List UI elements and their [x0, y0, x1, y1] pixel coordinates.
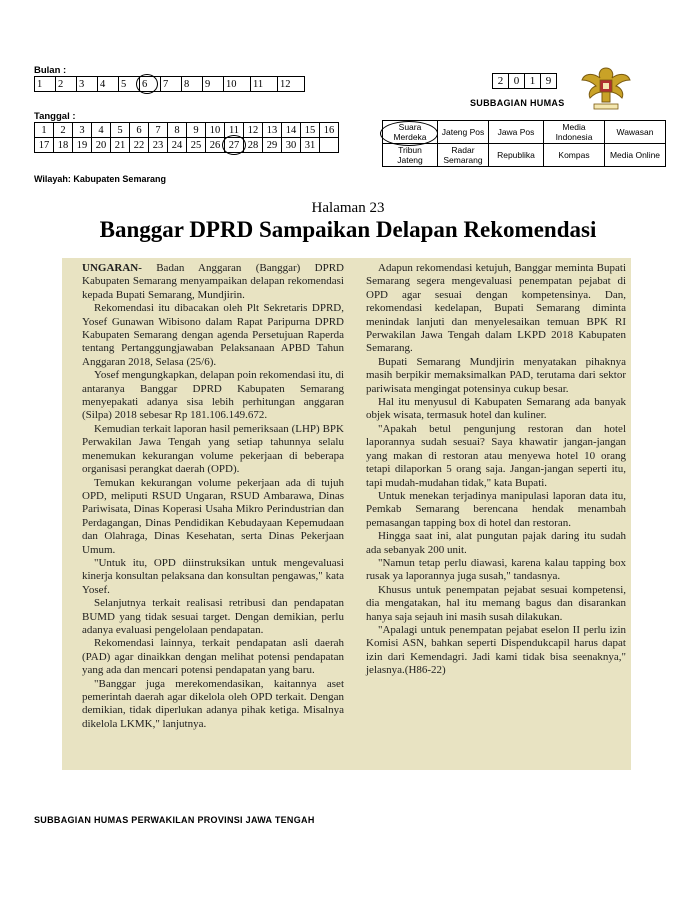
article-paragraph: Kemudian terkait laporan hasil pemeriksaan (LHP) BPK Perwakilan Jawa Tengah yang setiap tahunnya selalu menemukan kekurangan volume pekerjaan di beberapa organisasi perangkat daerah (OPD).	[82, 422, 344, 476]
dateline: UNGARAN-	[82, 262, 142, 274]
media-tribun-jateng[interactable]: Tribun Jateng	[383, 144, 438, 167]
date-cell[interactable]: 6	[130, 123, 149, 138]
media-selection-circle	[380, 121, 438, 146]
date-cell[interactable]: 9	[187, 123, 206, 138]
date-cell[interactable]: 19	[73, 138, 92, 153]
article-paragraph: "Apalagi untuk penempatan pejabat eselon II perlu izin Komisi ASN, bahkan seperti Dispendukcapil harus dapat izin dari Kemendagri. Jadi kami tidak bisa seenaknya," jelasnya.(H86-22)	[366, 623, 626, 677]
month-cell[interactable]: 8	[182, 77, 203, 92]
footer-label: SUBBAGIAN HUMAS PERWAKILAN PROVINSI JAWA TENGAH	[34, 815, 315, 825]
paragraph-text: Badan Anggaran (Banggar) DPRD Kabupaten Semarang menyampaikan delapan rekomendasi kepada Bupati Semarang, Mundjirin.	[82, 262, 344, 301]
article-paragraph: Adapun rekomendasi ketujuh, Banggar meminta Bupati Semarang segera mengevaluasi penempatan pejabat di OPD agar sesuai dengan kompetensinya. Dan, rekomendasi kedelapan, Bupati Semarang diminta menindak lanjuti dan menyelesaikan temuan BPK RI Perwakilan Jawa Tengah dalam LKPD 2018 Kabupaten Semarang.	[366, 262, 626, 355]
month-cell[interactable]: 9	[203, 77, 224, 92]
date-cell[interactable]: 12	[244, 123, 263, 138]
date-cell[interactable]: 8	[168, 123, 187, 138]
article-paragraph: "Namun tetap perlu diawasi, karena kalau tapping box rusak ya laporannya juga susah," tandasnya.	[366, 556, 626, 583]
date-cell[interactable]: 13	[263, 123, 282, 138]
year-digit: 0	[509, 74, 525, 89]
article-column-1	[82, 262, 344, 731]
article-paragraph: Selanjutnya terkait realisasi retribusi dan pendapatan BUMD yang tidak sesuai target. Dengan demikian, perlu adanya evaluasi pengelolaan pendapatan.	[82, 597, 344, 636]
year-digit: 1	[525, 74, 541, 89]
year-digit: 2	[493, 74, 509, 89]
media-suara-merdeka[interactable]: Suara Merdeka	[383, 121, 438, 144]
media-media-indonesia[interactable]: Media Indonesia	[544, 121, 605, 144]
tanggal-label: Tanggal :	[34, 111, 76, 122]
date-cell[interactable]: 16	[320, 123, 339, 138]
date-cell[interactable]: 4	[92, 123, 111, 138]
date-cell[interactable]: 7	[149, 123, 168, 138]
date-cell[interactable]: 30	[282, 138, 301, 153]
page-number: Halaman 23	[311, 200, 385, 216]
media-kompas[interactable]: Kompas	[544, 144, 605, 167]
garuda-emblem-icon	[580, 62, 632, 112]
subbagian-humas-label: SUBBAGIAN HUMAS	[470, 98, 565, 108]
media-jateng-pos[interactable]: Jateng Pos	[438, 121, 489, 144]
date-cell[interactable]: 3	[73, 123, 92, 138]
date-cell[interactable]: 14	[282, 123, 301, 138]
date-cell[interactable]: 28	[244, 138, 263, 153]
bulan-label: Bulan :	[34, 65, 67, 76]
article-paragraph: Rekomendasi itu dibacakan oleh Plt Sekretaris DPRD, Yosef Gunawan Wibisono dalam Rapat Paripurna DPRD Kabupaten Semarang dengan agenda Persetujuan Raperda tentang Pertanggungjawaban Pelaksanaan APBD Tahun Anggaran 2018, Selasa (25/6).	[82, 302, 344, 368]
date-cell[interactable]: 18	[54, 138, 73, 153]
date-cell[interactable]: 29	[263, 138, 282, 153]
date-cell[interactable]: 1	[35, 123, 54, 138]
tanggal-table	[34, 122, 339, 153]
date-cell[interactable]: 20	[92, 138, 111, 153]
date-cell[interactable]: 24	[168, 138, 187, 153]
date-cell[interactable]: 10	[206, 123, 225, 138]
media-republika[interactable]: Republika	[489, 144, 544, 167]
month-cell[interactable]: 2	[56, 77, 77, 92]
article-paragraph: Hingga saat ini, alat pungutan pajak daring itu sudah ada sebanyak 200 unit.	[366, 530, 626, 556]
article-paragraph: "Banggar juga merekomendasikan, kaitannya aset pemerintah daerah agar dikelola oleh OPD terkait. Dengan demikian, tidak diperlukan adanya pihak ketiga. Misalnya dikelola LKMK," lanjutnya.	[82, 677, 344, 730]
month-cell-selected[interactable]: 6	[140, 77, 161, 92]
date-selection-circle	[222, 135, 246, 155]
month-cell[interactable]: 4	[98, 77, 119, 92]
date-cell[interactable]: 25	[187, 138, 206, 153]
date-cell[interactable]: 5	[111, 123, 130, 138]
article-paragraph: Bupati Semarang Mundjirin menyatakan pihaknya masih berpikir memaksimalkan PAD, terutama dari sektor pariwisata mengingat potensinya cukup besar.	[366, 355, 626, 395]
date-cell[interactable]: 21	[111, 138, 130, 153]
month-selection-circle	[136, 74, 158, 94]
date-cell[interactable]: 2	[54, 123, 73, 138]
date-cell-selected[interactable]: 26	[206, 138, 225, 153]
date-cell[interactable]: 27	[225, 138, 244, 153]
month-cell[interactable]: 3	[77, 77, 98, 92]
month-cell[interactable]: 1	[35, 77, 56, 92]
date-cell[interactable]: 11	[225, 123, 244, 138]
month-cell[interactable]: 11	[251, 77, 278, 92]
article-column-2	[366, 262, 626, 678]
date-cell[interactable]: 15	[301, 123, 320, 138]
date-cell[interactable]: 22	[130, 138, 149, 153]
article-paragraph: "Apakah betul pengunjung restoran dan hotel laporannya sudah sesuai? Saya khawatir jangan-jangan yang makan di restoran atau menyewa hotel 10 orang tetapi dilaporkan 5 orang saja. Jangan-jangan seperti itu, tapi mudah-mudahan tidak," kata Bupati.	[366, 422, 626, 489]
month-cell[interactable]: 12	[278, 77, 305, 92]
month-cell[interactable]: 10	[224, 77, 251, 92]
article-paragraph: Untuk menekan terjadinya manipulasi laporan data itu, Pemkab Semarang berencana hendak menambah pemasangan tapping box di hotel dan restoran.	[366, 489, 626, 529]
article-paragraph	[82, 262, 344, 302]
media-radar-semarang[interactable]: Radar Semarang	[438, 144, 489, 167]
year-digit: 9	[541, 74, 557, 89]
article-paragraph: "Untuk itu, OPD diinstruksikan untuk mengevaluasi kinerja konsultan pelaksana dan konsultan pengawas," kata Yosef.	[82, 556, 344, 596]
year-table	[492, 73, 557, 89]
date-cell[interactable]: 31	[301, 138, 320, 153]
date-cell[interactable]: 17	[35, 138, 54, 153]
newspaper-clipping	[62, 258, 631, 770]
date-cell[interactable]	[320, 138, 339, 153]
month-cell[interactable]: 5	[119, 77, 140, 92]
bulan-table	[34, 76, 305, 92]
article-paragraph: Rekomendasi lainnya, terkait pendapatan asli daerah (PAD) agar dinaikkan dengan melihat potensi pendapatan yang ada dan mencari potensi pendapatan yang baru.	[82, 637, 344, 677]
media-jawa-pos[interactable]: Jawa Pos	[489, 121, 544, 144]
date-cell[interactable]: 23	[149, 138, 168, 153]
media-wawasan[interactable]: Wawasan	[605, 121, 666, 144]
month-cell[interactable]: 7	[161, 77, 182, 92]
media-media-online[interactable]: Media Online	[605, 144, 666, 167]
headline: Banggar DPRD Sampaikan Delapan Rekomendasi	[99, 217, 597, 242]
wilayah-label: Wilayah: Kabupaten Semarang	[34, 174, 166, 184]
article-paragraph: Khusus untuk penempatan pejabat sesuai kompetensi, dia mengatakan, hal itu memang bagus dan disarankan hanya saja sejauh ini masih susah dilakukan.	[366, 583, 626, 623]
article-paragraph: Hal itu menyusul di Kabupaten Semarang ada banyak objek wisata, termasuk hotel dan kuliner.	[366, 396, 626, 422]
article-paragraph: Yosef mengungkapkan, delapan poin rekomendasi itu, di antaranya Banggar DPRD Kabupaten Semarang menyepakati adanya sisa lebih perhitungan anggaran (Silpa) 2018 sebesar Rp 181.106.149.672.	[82, 369, 345, 422]
article-paragraph: Temukan kekurangan volume pekerjaan ada di tujuh OPD, meliputi RSUD Ungaran, RSUD Ambarawa, Dinas Pariwisata, Dinas Koperasi Usaha Mikro Perindustrian dan Perdagangan, Dinas Pendidikan Kebudayaan Kepemudaan dan Olahraga, Dinas Kesehatan, serta Dinas Pekerjaan Umum.	[82, 476, 344, 556]
